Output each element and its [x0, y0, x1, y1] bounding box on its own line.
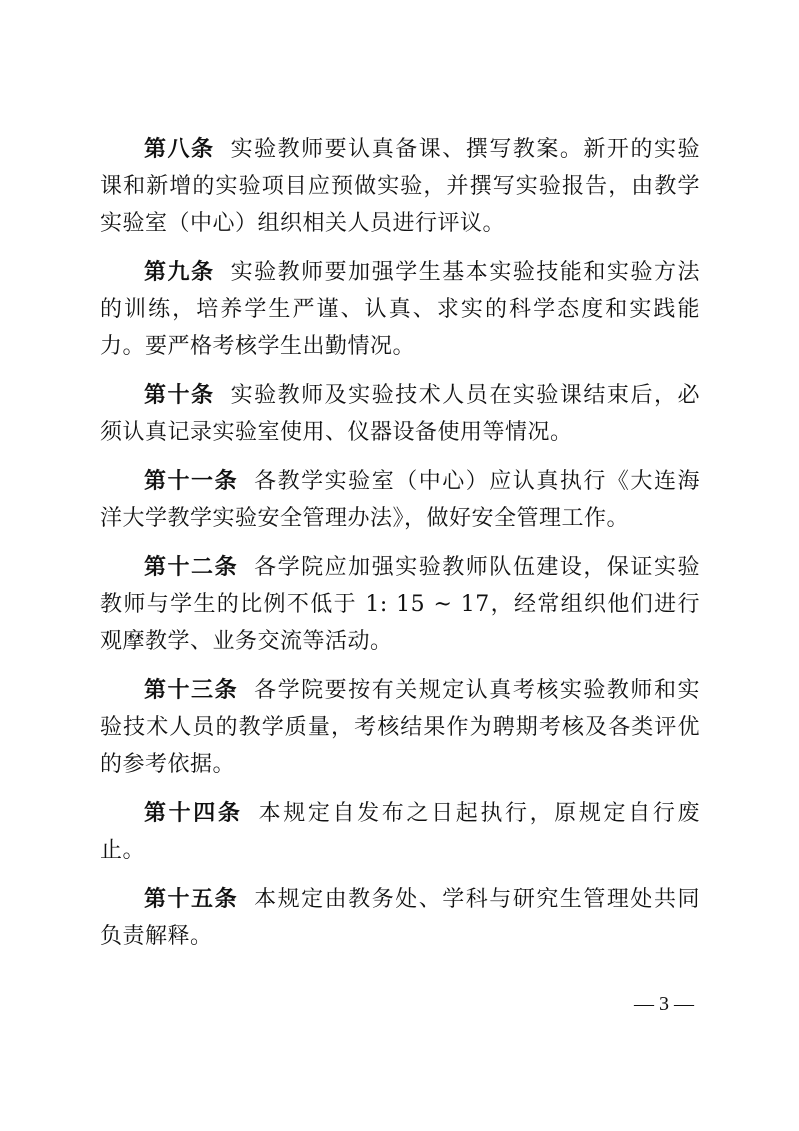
article-14: [100, 795, 700, 869]
article-text: 实验教师要认真备课、撰写教案。新开的实验课和新增的实验项目应预做实验，并撰写实验报告，由教学实验室（中心）组织相关人员进行评议。: [100, 137, 700, 236]
article-label: 第十一条: [144, 469, 239, 494]
article-text: 实验教师及实验技术人员在实验课结束后，必须认真记录实验室使用、仪器设备使用等情况。: [100, 383, 700, 445]
article-15: [100, 881, 700, 955]
article-text: 各教学实验室（中心）应认真执行《大连海洋大学教学实验安全管理办法》，做好安全管理工作。: [100, 469, 700, 531]
article-label: 第十五条: [144, 887, 239, 912]
article-label: 第十二条: [144, 555, 239, 580]
article-label: 第九条: [144, 260, 215, 285]
document-body: [100, 131, 700, 967]
article-12: [100, 549, 700, 660]
article-label: 第十三条: [144, 678, 239, 703]
article-13: [100, 672, 700, 783]
article-text: 实验教师要加强学生基本实验技能和实验方法的训练，培养学生严谨、认真、求实的科学态度和实践能力。要严格考核学生出勤情况。: [100, 260, 700, 359]
article-text: 各学院应加强实验教师队伍建设，保证实验教师与学生的比例不低于 1: 15 ~ 17，经常组织他们进行观摩教学、业务交流等活动。: [100, 555, 700, 654]
article-text: 本规定由教务处、学科与研究生管理处共同负责解释。: [100, 887, 700, 949]
article-label: 第十四条: [144, 801, 243, 826]
page-number: — 3 —: [634, 993, 694, 1015]
article-text: 本规定自发布之日起执行，原规定自行废止。: [100, 801, 700, 863]
article-10: [100, 377, 700, 451]
article-9: [100, 254, 700, 365]
article-text: 各学院要按有关规定认真考核实验教师和实验技术人员的教学质量，考核结果作为聘期考核及各类评优的参考依据。: [100, 678, 700, 777]
article-label: 第十条: [144, 383, 215, 408]
article-8: [100, 131, 700, 242]
article-label: 第八条: [144, 137, 215, 162]
article-11: [100, 463, 700, 537]
